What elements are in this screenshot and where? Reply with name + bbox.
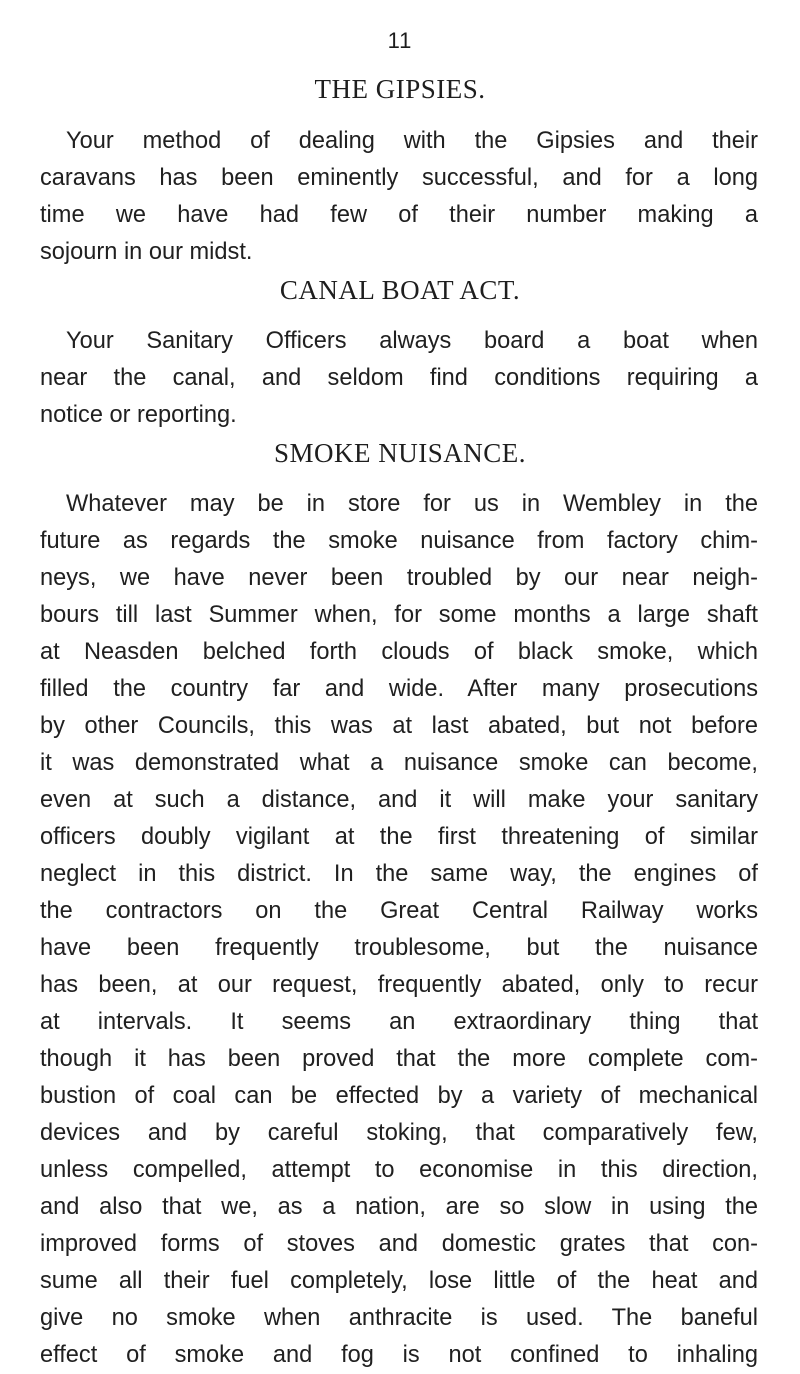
paragraph-canal-boat-act [40, 323, 758, 434]
page-number: 11 [387, 28, 413, 53]
paragraph-gipsies [40, 123, 758, 271]
text-line: near the canal, and seldom find conditions requiring a [40, 365, 758, 391]
text-line: have been frequently troublesome, but the nuisance [40, 935, 758, 961]
text-line: sume all their fuel completely, lose little of the heat and [40, 1268, 758, 1294]
text-line: has been, at our request, frequently abated, only to recur [40, 972, 758, 998]
text-line: neglect in this district. In the same way, the engines of [40, 861, 758, 887]
text-line: by other Councils, this was at last abated, but not before [40, 713, 758, 739]
text-line: Whatever may be in store for us in Wembley in the [66, 491, 758, 517]
paragraph-smoke-nuisance [40, 486, 758, 1374]
text-line: even at such a distance, and it will make your sanitary [40, 787, 758, 813]
text-line: future as regards the smoke nuisance from factory chim- [40, 528, 758, 554]
text-line: effect of smoke and fog is not confined to inhaling [40, 1342, 758, 1368]
text-line: filled the country far and wide. After many prosecutions [40, 676, 758, 702]
text-line: at intervals. It seems an extraordinary thing that [40, 1009, 758, 1035]
text-line: it was demonstrated what a nuisance smoke can become, [40, 750, 758, 776]
text-line: devices and by careful stoking, that comparatively few, [40, 1120, 758, 1146]
text-line: give no smoke when anthracite is used. The baneful [40, 1305, 758, 1331]
text-line: caravans has been eminently successful, and for a long [40, 165, 758, 191]
text-line: though it has been proved that the more complete com- [40, 1046, 758, 1072]
text-line: improved forms of stoves and domestic grates that con- [40, 1231, 758, 1257]
text-line: and also that we, as a nation, are so slow in using the [40, 1194, 758, 1220]
text-line: unless compelled, attempt to economise in this direction, [40, 1157, 758, 1183]
text-line: time we have had few of their number making a [40, 202, 758, 228]
text-line: officers doubly vigilant at the first threatening of similar [40, 824, 758, 850]
text-line: Your Sanitary Officers always board a boat when [66, 328, 758, 354]
text-line: neys, we have never been troubled by our near neigh- [40, 565, 758, 591]
text-line: bours till last Summer when, for some months a large shaft [40, 602, 758, 628]
heading-smoke-nuisance: SMOKE NUISANCE. [273, 438, 527, 468]
text-line: bustion of coal can be effected by a variety of mechanical [40, 1083, 758, 1109]
text-line: Your method of dealing with the Gipsies and their [66, 128, 758, 154]
text-line: notice or reporting. [40, 402, 237, 428]
heading-canal-boat-act: CANAL BOAT ACT. [279, 275, 521, 305]
text-line: the contractors on the Great Central Railway works [40, 898, 758, 924]
text-line: sojourn in our midst. [40, 239, 253, 265]
text-line: at Neasden belched forth clouds of black smoke, which [40, 639, 758, 665]
heading-gipsies: THE GIPSIES. [314, 74, 486, 104]
